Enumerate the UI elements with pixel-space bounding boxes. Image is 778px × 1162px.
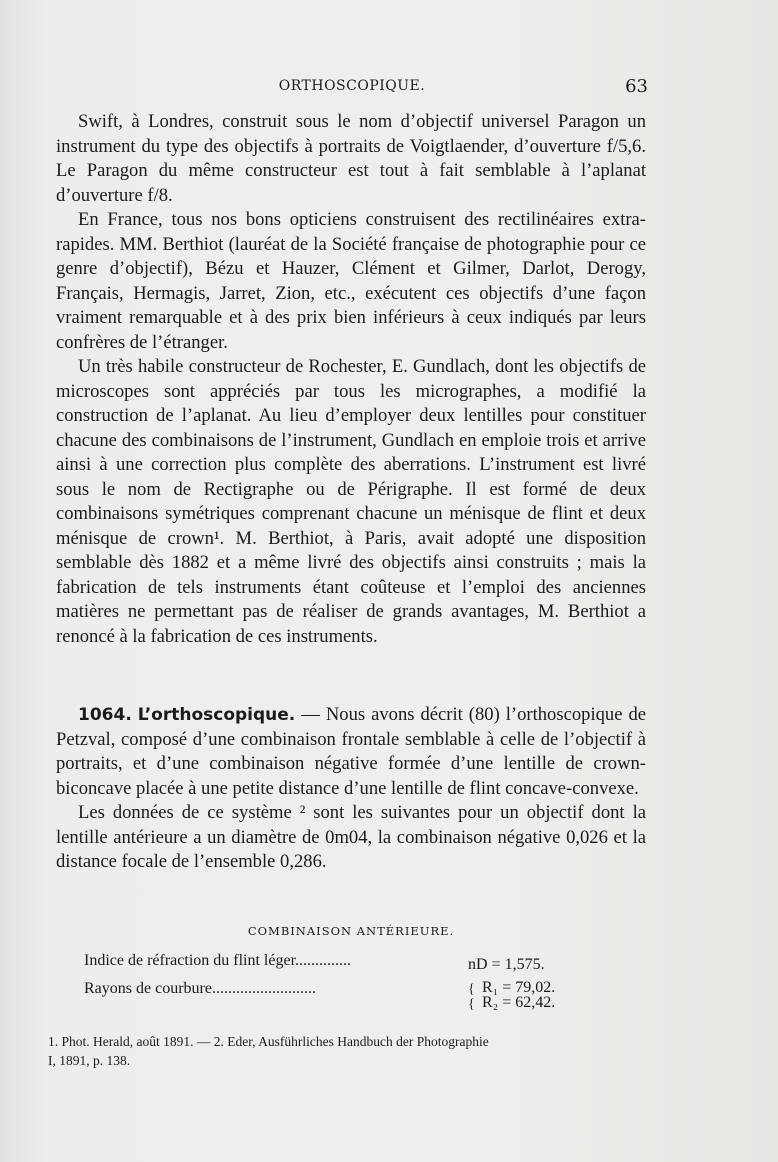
- brace: { {: [468, 982, 475, 1012]
- table-heading: COMBINAISON ANTÉRIEURE.: [247, 924, 455, 938]
- row-value: nD = 1,575.: [468, 956, 545, 973]
- running-title: ORTHOSCOPIQUE.: [278, 78, 426, 94]
- body-text: [56, 110, 646, 649]
- paragraph-paragon: Swift, à Londres, construit sous le nom d’objectif universel Paragon un instrument du type des objectifs à portraits de Voigtlaender, d’ouverture f/5,6. Le Paragon du même constructeur est tout à fait semblable à l’aplanat d’ouverture f/8.: [56, 111, 646, 206]
- section-paragraph-1: [56, 703, 646, 801]
- table-row: [84, 980, 584, 1020]
- table-row: [84, 952, 584, 980]
- section-1064: [56, 703, 646, 875]
- page-number: 63: [625, 76, 648, 97]
- section-title: L’orthoscopique.: [137, 705, 296, 725]
- row-values: [482, 980, 555, 1010]
- page-header: [56, 76, 648, 100]
- row-label: Rayons de courbure..........................: [84, 980, 316, 997]
- footnote-line: 1. Phot. Herald, août 1891. — 2. Eder, Ausführliches Handbuch der Photographie: [48, 1034, 489, 1049]
- paragraph-france: En France, tous nos bons opticiens construisent des rectilinéaires extra-rapides. MM. Berthiot (lauréat de la Société française de photographie pour ce genre d’objectif), Bézu et Hauzer, Clément et Gilmer, Darlot, Derogy, Français, Hermagis, Jarret, Zion, etc., exécutent ces objectifs d’une façon vraiment remarquable et à des prix bien inférieurs à ceux indiqués par leurs confrères de l’étranger.: [56, 209, 646, 353]
- row-label: Indice de réfraction du flint léger..............: [84, 952, 352, 969]
- footnotes: [48, 1032, 648, 1070]
- row-value-r2: R₂ = 62,42.: [482, 994, 556, 1011]
- row-value-r1: R₁ = 79,02.: [482, 979, 556, 996]
- section-number: 1064.: [78, 705, 132, 725]
- paragraph-gundlach: Un très habile constructeur de Rochester, E. Gundlach, dont les objectifs de microscopes sont appréciés par tous les micrographes, a modifié la construction de l’aplanat. Au lieu d’employer deux lentilles pour constituer chacune des combinaisons de l’instrument, Gundlach en emploie trois et arrive ainsi à une correction plus complète des aberrations. L’instrument est livré sous le nom de Rectigraphe ou de Périgraphe. Il est formé de deux combinaisons symétriques comprenant chacune un ménisque de flint et deux ménisque de crown¹. M. Berthiot, à Paris, avait adopté une disposition semblable dès 1882 et a même livré des objectifs ainsi construits ; mais la fabrication de tels instruments étant coûteuse et l’emploi des anciennes matières ne permettant pas de réaliser de grands avantages, M. Berthiot a renoncé à la fabrication de ces instruments.: [56, 356, 646, 647]
- section-paragraph-2: Les données de ce système ² sont les suivantes pour un objectif dont la lentille antérieure a un diamètre de 0m04, la combinaison négative 0,026 et la distance focale de l’ensemble 0,286.: [56, 802, 646, 872]
- section-text: — Nous avons décrit (80) l’orthoscopique de Petzval, composé d’une combinaison frontale semblable à celle de l’objectif à portraits, et d’une combinaison négative formée d’une lentille de crown-biconcave placée à une petite distance d’une lentille de flint concave-convexe.: [56, 704, 646, 799]
- data-table: [84, 952, 584, 1020]
- footnote-line: I, 1891, p. 138.: [48, 1053, 131, 1068]
